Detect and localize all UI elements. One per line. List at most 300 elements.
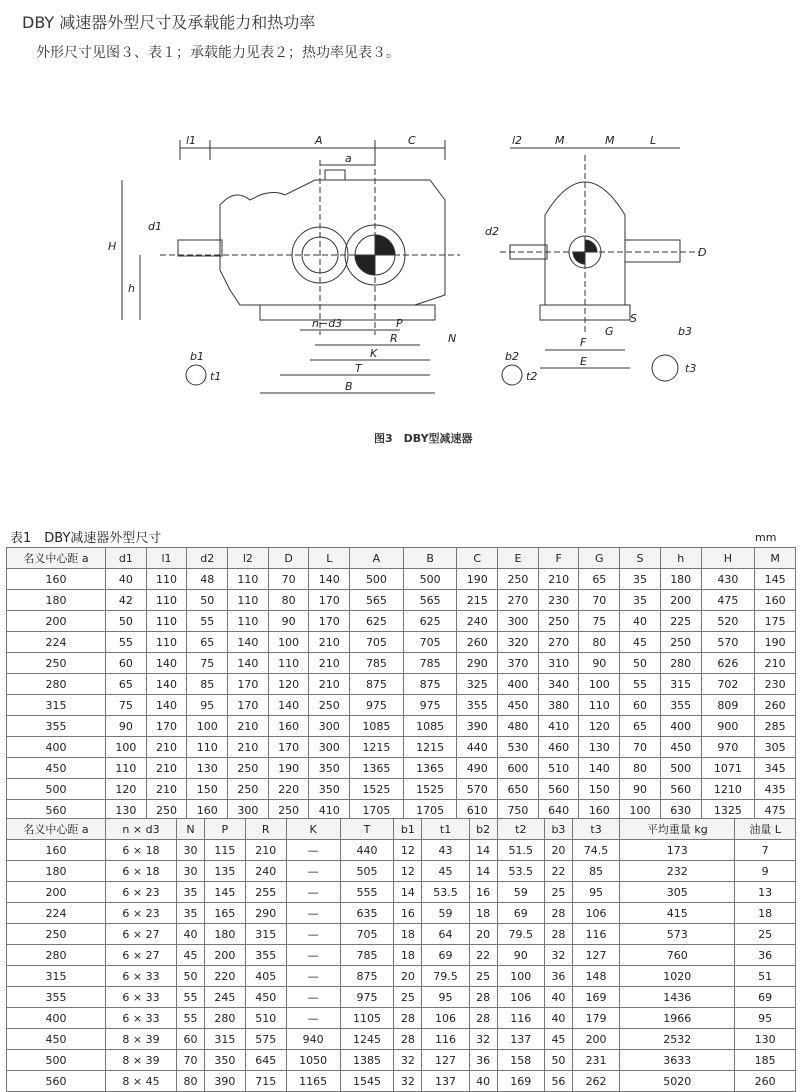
table-cell: 310: [538, 653, 579, 674]
table-cell: 1545: [340, 1071, 394, 1092]
table-cell: 95: [735, 1008, 796, 1029]
column-header: S: [620, 548, 661, 569]
table-row: [7, 569, 796, 590]
table-cell: 250: [268, 800, 309, 821]
table-cell: 110: [228, 611, 269, 632]
table-row: [7, 987, 796, 1008]
table-cell: 32: [469, 1029, 497, 1050]
shaft-section-b2: [502, 365, 522, 385]
figure-caption: 图3 DBY型减速器: [374, 432, 473, 445]
table-cell: 160: [7, 840, 106, 861]
column-header: b1: [394, 819, 422, 840]
table-row: [7, 758, 796, 779]
table-cell: 140: [146, 695, 187, 716]
table-cell: 250: [538, 611, 579, 632]
table-cell: 210: [755, 653, 796, 674]
column-header: G: [579, 548, 620, 569]
table-cell: 573: [620, 924, 735, 945]
table-cell: 65: [106, 674, 147, 695]
table-cell: 345: [755, 758, 796, 779]
table-cell: 115: [204, 840, 245, 861]
table-cell: 510: [245, 1008, 286, 1029]
table-cell: 210: [309, 653, 350, 674]
table-cell: 260: [735, 1071, 796, 1092]
table-cell: 315: [7, 966, 106, 987]
table-cell: 90: [268, 611, 309, 632]
table-cell: 50: [620, 653, 661, 674]
label-N: N: [448, 332, 457, 345]
table-cell: 200: [7, 882, 106, 903]
table-cell: 500: [660, 758, 701, 779]
table-cell: 355: [7, 716, 106, 737]
table-cell: 380: [538, 695, 579, 716]
table-cell: 32: [394, 1050, 422, 1071]
table-cell: 1525: [403, 779, 457, 800]
table-cell: 355: [457, 695, 498, 716]
table-cell: 325: [457, 674, 498, 695]
table-cell: 785: [350, 653, 404, 674]
table-cell: 80: [268, 590, 309, 611]
table-cell: 90: [497, 945, 544, 966]
table-cell: 85: [187, 674, 228, 695]
column-header: F: [538, 548, 579, 569]
table-cell: —: [286, 966, 340, 987]
table-cell: 285: [755, 716, 796, 737]
table-cell: 1215: [403, 737, 457, 758]
table-cell: 232: [620, 861, 735, 882]
table-cell: 250: [660, 632, 701, 653]
table-cell: 180: [7, 861, 106, 882]
label-t3: t3: [685, 362, 697, 375]
label-a: a: [345, 152, 352, 165]
table-cell: 1210: [701, 779, 755, 800]
table-cell: 875: [403, 674, 457, 695]
table-cell: 200: [572, 1029, 619, 1050]
table-row: [7, 695, 796, 716]
label-M2: M: [605, 134, 615, 147]
table-cell: 137: [497, 1029, 544, 1050]
table-cell: 1085: [403, 716, 457, 737]
table-cell: 350: [309, 758, 350, 779]
label-R: R: [390, 332, 398, 345]
table-cell: 160: [187, 800, 228, 821]
table-cell: 200: [660, 590, 701, 611]
table-cell: 224: [7, 903, 106, 924]
column-header: P: [204, 819, 245, 840]
table-cell: 110: [146, 569, 187, 590]
table-cell: 50: [177, 966, 205, 987]
table-cell: 43: [422, 840, 469, 861]
table-cell: 160: [579, 800, 620, 821]
table-row: [7, 945, 796, 966]
table-cell: 110: [106, 758, 147, 779]
table-cell: 110: [228, 590, 269, 611]
table-cell: 179: [572, 1008, 619, 1029]
table-cell: 6 × 33: [106, 987, 177, 1008]
table-cell: 30: [177, 840, 205, 861]
table-cell: 190: [755, 632, 796, 653]
table-row: [7, 861, 796, 882]
table-cell: 630: [660, 800, 701, 821]
table-cell: 6 × 33: [106, 966, 177, 987]
column-header: t3: [572, 819, 619, 840]
table-cell: 975: [403, 695, 457, 716]
table-cell: 975: [350, 695, 404, 716]
table-cell: 30: [177, 861, 205, 882]
table-cell: 50: [106, 611, 147, 632]
table-cell: 450: [498, 695, 539, 716]
table-cell: 1050: [286, 1050, 340, 1071]
table-cell: 300: [309, 737, 350, 758]
table-cell: 5020: [620, 1071, 735, 1092]
table1-unit: mm: [755, 531, 777, 544]
label-M1: M: [555, 134, 565, 147]
table-cell: 51: [735, 966, 796, 987]
shaft-section-b3: [652, 355, 678, 381]
table-cell: 14: [394, 882, 422, 903]
table-cell: 500: [403, 569, 457, 590]
table-cell: 35: [177, 882, 205, 903]
table-cell: 145: [204, 882, 245, 903]
table-cell: 785: [340, 945, 394, 966]
table-cell: 760: [620, 945, 735, 966]
table-cell: 40: [177, 924, 205, 945]
table-cell: 22: [469, 945, 497, 966]
table-cell: 170: [268, 737, 309, 758]
table-cell: 14: [469, 861, 497, 882]
table-cell: 95: [187, 695, 228, 716]
table-cell: 315: [7, 695, 106, 716]
table-cell: —: [286, 861, 340, 882]
table-cell: 6 × 23: [106, 903, 177, 924]
table-cell: 450: [7, 758, 106, 779]
table-cell: 575: [245, 1029, 286, 1050]
table-cell: 28: [545, 903, 573, 924]
table-cell: 415: [620, 903, 735, 924]
column-header: n × d3: [106, 819, 177, 840]
table-cell: 355: [245, 945, 286, 966]
table-cell: 48: [187, 569, 228, 590]
table-cell: 625: [350, 611, 404, 632]
table-cell: 51.5: [497, 840, 544, 861]
table-cell: 645: [245, 1050, 286, 1071]
table-cell: 750: [498, 800, 539, 821]
table-cell: 69: [422, 945, 469, 966]
table1-caption: 表1 DBY减速器外型尺寸: [10, 531, 162, 546]
table-cell: 110: [146, 590, 187, 611]
table-cell: —: [286, 1008, 340, 1029]
table-cell: 600: [498, 758, 539, 779]
table-cell: 1245: [340, 1029, 394, 1050]
table-cell: 130: [106, 800, 147, 821]
table-cell: 3633: [620, 1050, 735, 1071]
table-cell: 210: [309, 674, 350, 695]
column-header: D: [268, 548, 309, 569]
side-view-shaft-right: [625, 240, 680, 262]
table-cell: 450: [7, 1029, 106, 1050]
table-cell: 245: [204, 987, 245, 1008]
table-cell: 262: [572, 1071, 619, 1092]
table-cell: 170: [228, 674, 269, 695]
table-cell: 610: [457, 800, 498, 821]
column-header: C: [457, 548, 498, 569]
table-cell: —: [286, 903, 340, 924]
label-h: h: [128, 282, 135, 295]
table-cell: 64: [422, 924, 469, 945]
table-cell: 140: [146, 674, 187, 695]
table-cell: 90: [579, 653, 620, 674]
table-cell: 250: [7, 653, 106, 674]
table-cell: 40: [545, 987, 573, 1008]
table-cell: 60: [620, 695, 661, 716]
dimension-table: [6, 547, 796, 821]
table-cell: 305: [755, 737, 796, 758]
table-cell: 12: [394, 861, 422, 882]
table-cell: 13: [735, 882, 796, 903]
table-cell: 6 × 18: [106, 840, 177, 861]
table-cell: 140: [579, 758, 620, 779]
table-cell: 116: [422, 1029, 469, 1050]
table-cell: 400: [7, 1008, 106, 1029]
table-cell: 170: [309, 590, 350, 611]
table-cell: 12: [394, 840, 422, 861]
table-cell: 210: [228, 716, 269, 737]
table-cell: 150: [187, 779, 228, 800]
table-cell: 500: [7, 779, 106, 800]
table-cell: 65: [187, 632, 228, 653]
table-cell: 1215: [350, 737, 404, 758]
column-header: R: [245, 819, 286, 840]
table-cell: 65: [620, 716, 661, 737]
table-cell: 480: [498, 716, 539, 737]
table-cell: 270: [538, 632, 579, 653]
table-cell: 430: [701, 569, 755, 590]
table-cell: 510: [538, 758, 579, 779]
label-C: C: [408, 134, 416, 147]
table-cell: 25: [394, 987, 422, 1008]
table-cell: 116: [572, 924, 619, 945]
table-cell: 100: [579, 674, 620, 695]
table-cell: 170: [146, 716, 187, 737]
table-header-row: [7, 548, 796, 569]
table-cell: 120: [106, 779, 147, 800]
table-row: [7, 903, 796, 924]
table-row: [7, 1050, 796, 1071]
table-cell: 6 × 27: [106, 945, 177, 966]
table-cell: 50: [187, 590, 228, 611]
table-cell: 20: [545, 840, 573, 861]
table-cell: 35: [620, 590, 661, 611]
table-cell: 460: [538, 737, 579, 758]
label-T: T: [355, 362, 362, 375]
label-G: G: [605, 325, 614, 338]
table-cell: 175: [755, 611, 796, 632]
label-t2: t2: [526, 370, 538, 383]
column-header: K: [286, 819, 340, 840]
table-cell: 160: [268, 716, 309, 737]
table-cell: 225: [660, 611, 701, 632]
table-row: [7, 1029, 796, 1050]
table-cell: 36: [545, 966, 573, 987]
table-cell: 28: [545, 924, 573, 945]
table-cell: 570: [457, 779, 498, 800]
column-header: b2: [469, 819, 497, 840]
column-header: E: [498, 548, 539, 569]
table-cell: 169: [497, 1071, 544, 1092]
table-row: [7, 882, 796, 903]
table-cell: 130: [735, 1029, 796, 1050]
table-cell: 74.5: [572, 840, 619, 861]
table-cell: 8 × 45: [106, 1071, 177, 1092]
table-cell: 137: [422, 1071, 469, 1092]
table-cell: 1020: [620, 966, 735, 987]
table-cell: 400: [660, 716, 701, 737]
input-shaft: [178, 240, 222, 256]
table-cell: 165: [204, 903, 245, 924]
table-cell: 560: [7, 1071, 106, 1092]
table-cell: 270: [498, 590, 539, 611]
table-cell: 140: [309, 569, 350, 590]
table-cell: 505: [340, 861, 394, 882]
table-cell: 220: [204, 966, 245, 987]
table-cell: 450: [245, 987, 286, 1008]
table-cell: 1165: [286, 1071, 340, 1092]
label-K: K: [370, 347, 378, 360]
table-cell: —: [286, 840, 340, 861]
table-cell: 110: [146, 632, 187, 653]
table-cell: 280: [7, 945, 106, 966]
table-cell: 1105: [340, 1008, 394, 1029]
table-cell: 300: [309, 716, 350, 737]
table-cell: 65: [579, 569, 620, 590]
table-row: [7, 966, 796, 987]
table-cell: 440: [340, 840, 394, 861]
table-cell: 127: [422, 1050, 469, 1071]
table-cell: 320: [498, 632, 539, 653]
label-F: F: [580, 336, 587, 349]
table-cell: 140: [146, 653, 187, 674]
table-cell: 1705: [403, 800, 457, 821]
table-row: [7, 1071, 796, 1092]
table-cell: 250: [146, 800, 187, 821]
table-cell: 110: [268, 653, 309, 674]
table-cell: —: [286, 987, 340, 1008]
table-cell: 640: [538, 800, 579, 821]
label-b2: b2: [505, 350, 519, 363]
table-cell: 280: [660, 653, 701, 674]
label-l2: l2: [512, 134, 523, 147]
table-cell: 1085: [350, 716, 404, 737]
table-cell: 900: [701, 716, 755, 737]
table-cell: 70: [620, 737, 661, 758]
table-cell: 80: [177, 1071, 205, 1092]
table-cell: 180: [7, 590, 106, 611]
column-header: d2: [187, 548, 228, 569]
table-cell: 315: [660, 674, 701, 695]
table-cell: 300: [498, 611, 539, 632]
column-header: t1: [422, 819, 469, 840]
table-cell: 85: [572, 861, 619, 882]
table-cell: 55: [620, 674, 661, 695]
table-cell: 110: [187, 737, 228, 758]
table-cell: 190: [268, 758, 309, 779]
table-cell: 410: [538, 716, 579, 737]
table-cell: 145: [755, 569, 796, 590]
table-cell: 290: [245, 903, 286, 924]
table-row: [7, 653, 796, 674]
column-header: b3: [545, 819, 573, 840]
table-cell: 190: [457, 569, 498, 590]
table-cell: 809: [701, 695, 755, 716]
table-cell: 116: [497, 1008, 544, 1029]
table-cell: 650: [498, 779, 539, 800]
table-cell: 173: [620, 840, 735, 861]
table-cell: 25: [735, 924, 796, 945]
table-cell: 25: [469, 966, 497, 987]
table-cell: 260: [755, 695, 796, 716]
table-cell: 90: [106, 716, 147, 737]
table-cell: 100: [187, 716, 228, 737]
table-cell: 35: [620, 569, 661, 590]
table-cell: 250: [228, 758, 269, 779]
column-header: l2: [228, 548, 269, 569]
table-cell: 875: [340, 966, 394, 987]
table-cell: 970: [701, 737, 755, 758]
table-cell: 240: [457, 611, 498, 632]
table-cell: 148: [572, 966, 619, 987]
column-header: M: [755, 548, 796, 569]
table-cell: 315: [245, 924, 286, 945]
table-cell: 475: [755, 800, 796, 821]
table-cell: 500: [350, 569, 404, 590]
table-cell: 55: [177, 987, 205, 1008]
label-A: A: [315, 134, 323, 147]
table-cell: 390: [204, 1071, 245, 1092]
table-cell: 210: [146, 737, 187, 758]
table-cell: 500: [7, 1050, 106, 1071]
table-cell: 355: [660, 695, 701, 716]
table-cell: 626: [701, 653, 755, 674]
column-header: t2: [497, 819, 544, 840]
table-cell: 390: [457, 716, 498, 737]
table-cell: 55: [177, 1008, 205, 1029]
table-row: [7, 840, 796, 861]
table-cell: 350: [204, 1050, 245, 1071]
table-cell: 7: [735, 840, 796, 861]
label-H: H: [108, 240, 117, 253]
table-cell: 28: [469, 987, 497, 1008]
table-cell: 40: [106, 569, 147, 590]
table-row: [7, 674, 796, 695]
table-cell: 250: [228, 779, 269, 800]
table-cell: 565: [403, 590, 457, 611]
table-cell: 560: [538, 779, 579, 800]
table-cell: 20: [469, 924, 497, 945]
table-cell: 530: [498, 737, 539, 758]
table-cell: 53.5: [422, 882, 469, 903]
front-view-cap: [325, 170, 345, 180]
table-cell: 45: [545, 1029, 573, 1050]
table-cell: 35: [177, 903, 205, 924]
shaft-section-b1: [186, 365, 206, 385]
table-cell: 475: [701, 590, 755, 611]
column-header: 平均重量 kg: [620, 819, 735, 840]
table-cell: 255: [245, 882, 286, 903]
table-row: [7, 716, 796, 737]
table-cell: 22: [545, 861, 573, 882]
table-cell: 705: [340, 924, 394, 945]
table-cell: 158: [497, 1050, 544, 1071]
